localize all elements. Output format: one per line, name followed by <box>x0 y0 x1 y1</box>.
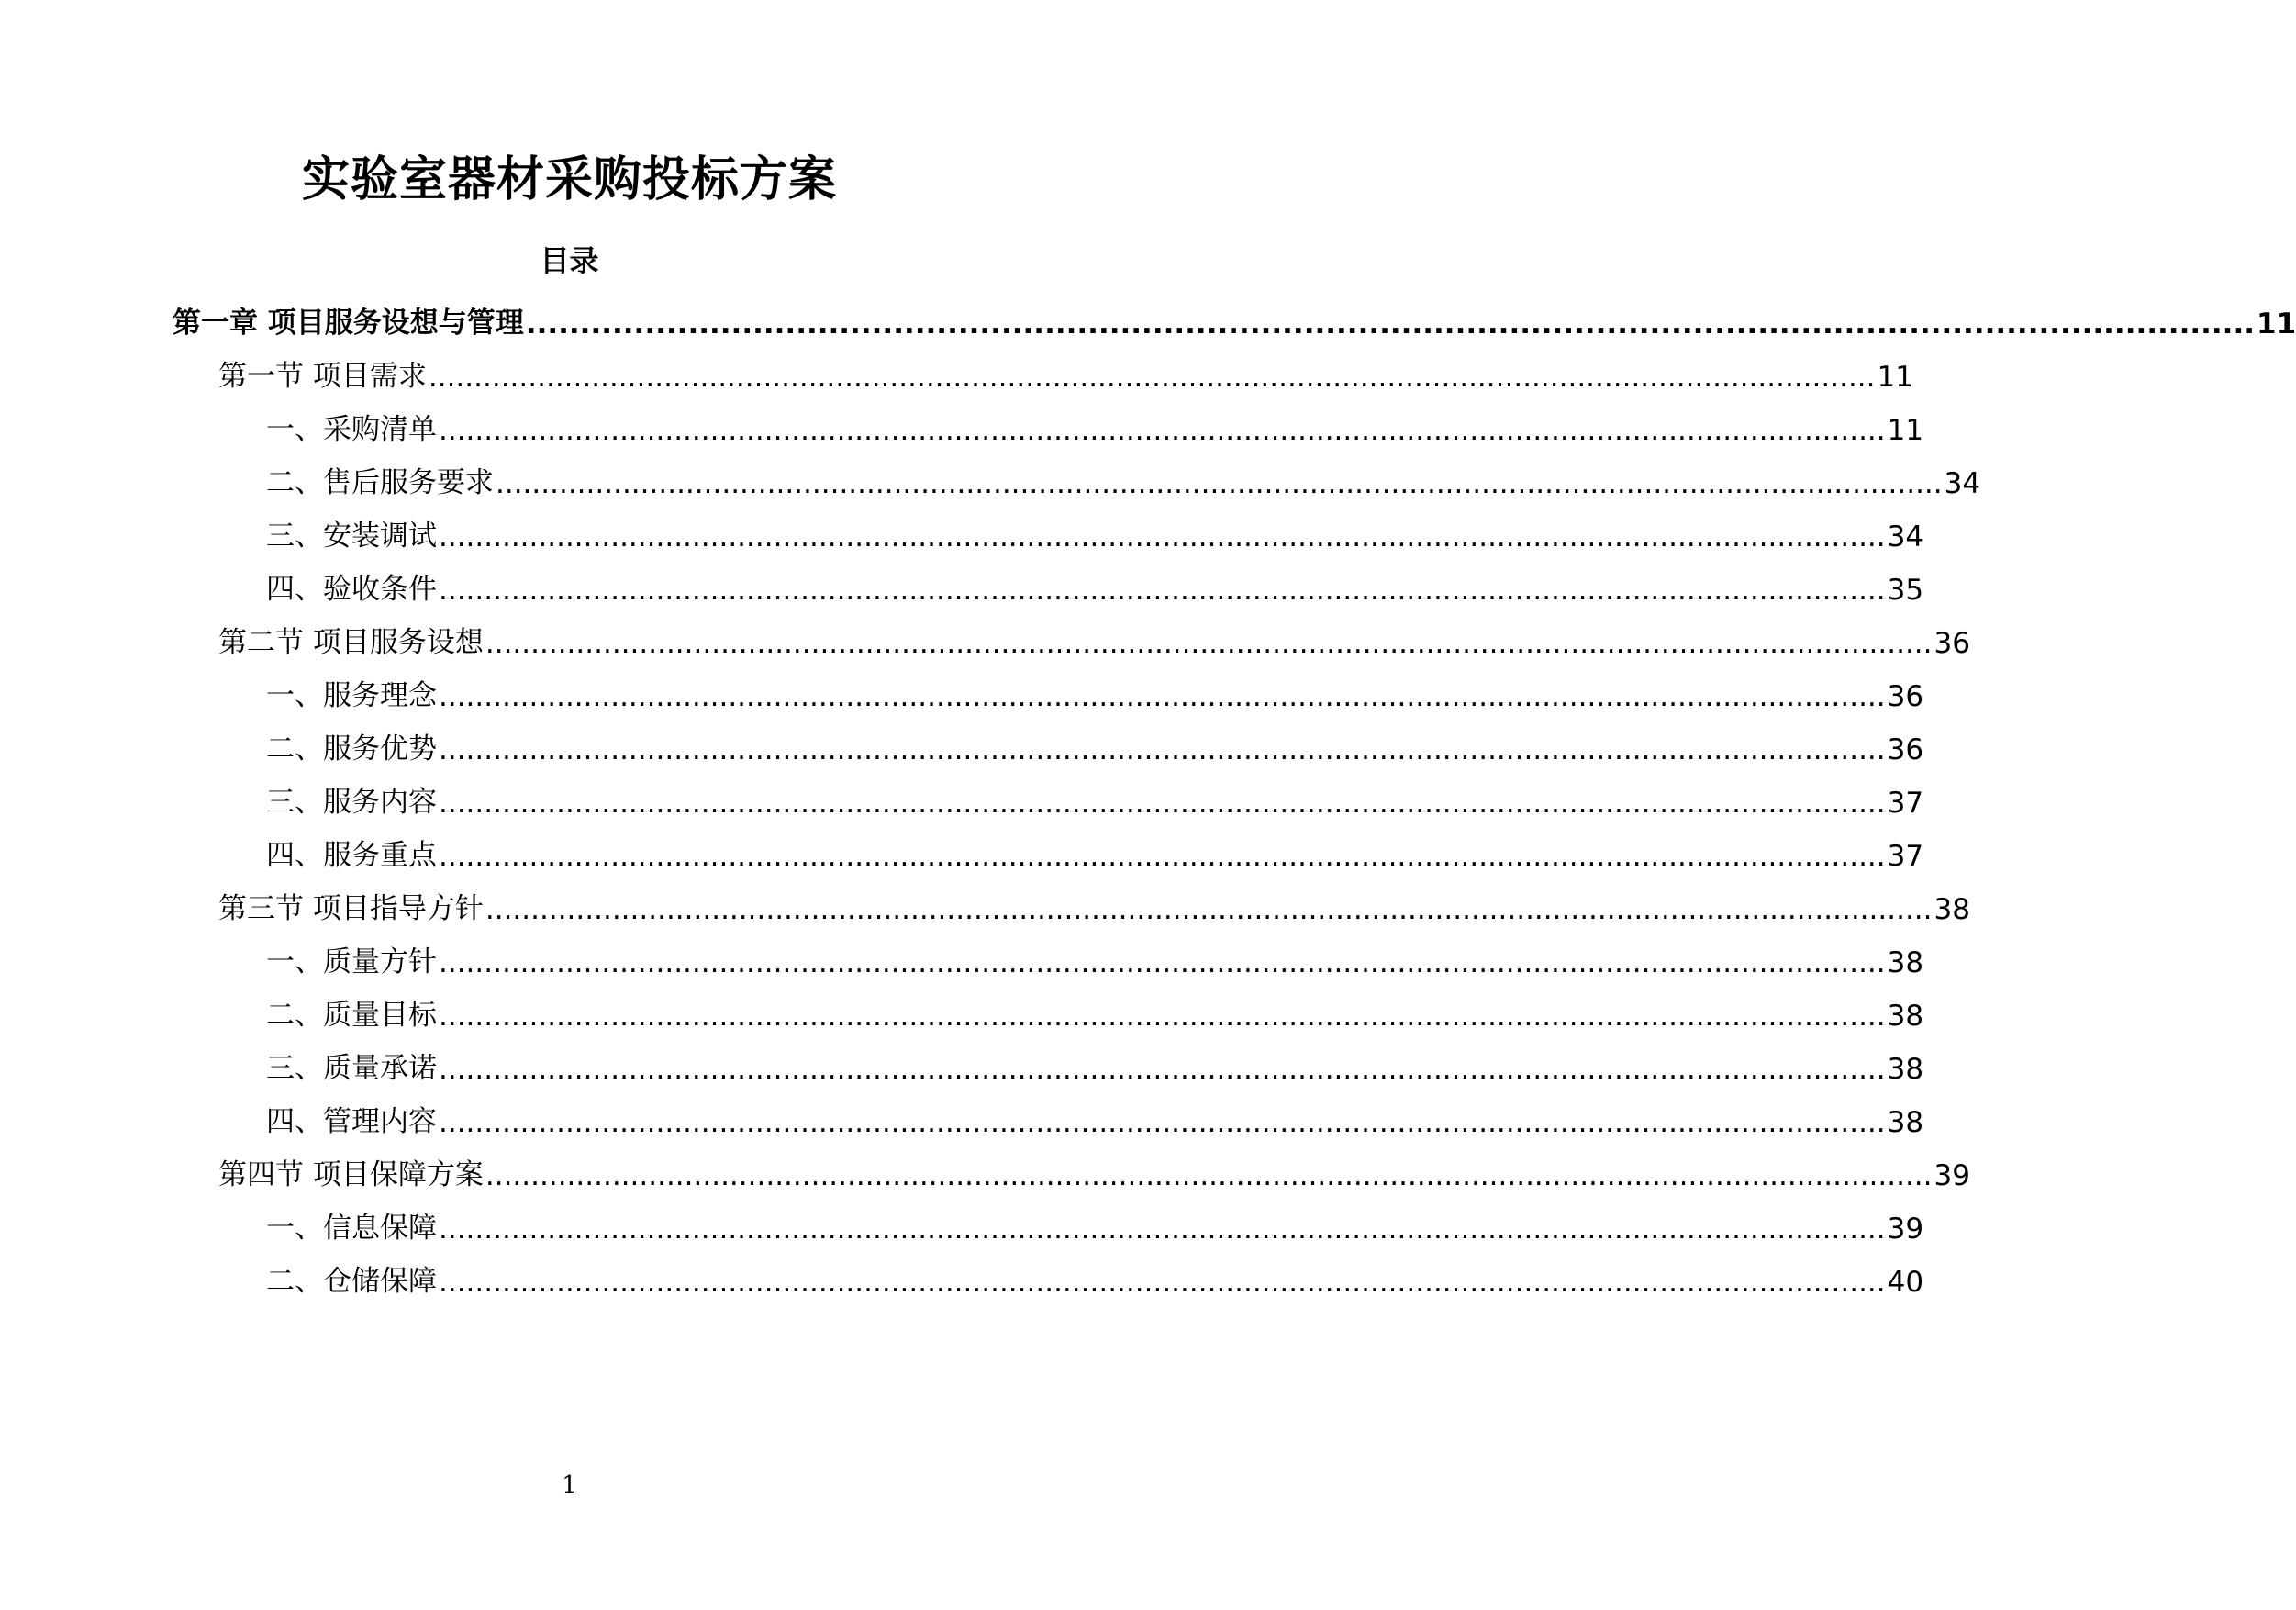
toc-leader-dots: ................................................................................................................................................................ <box>439 1213 1886 1246</box>
toc-entry-page: 38 <box>1934 893 1970 926</box>
toc-leader-dots: ................................................................................................................................................................ <box>439 787 1886 820</box>
toc-entry[interactable] <box>0 937 1924 979</box>
toc-entry-label: 一、采购清单 <box>266 413 437 446</box>
toc-entry-label: 一、信息保障 <box>266 1212 437 1245</box>
toc-leader-dots: ................................................................................................................................................................ <box>439 946 1886 979</box>
toc-entry-page: 38 <box>1887 1000 1924 1033</box>
toc-entry-label: 二、服务优势 <box>266 732 437 766</box>
toc-entry-page: 39 <box>1934 1159 1970 1192</box>
toc-leader-dots: ................................................................................................................................................................ <box>439 840 1886 873</box>
toc-entry[interactable] <box>0 618 1970 660</box>
toc-leader-dots: ................................................................................................................................................................ <box>439 1106 1886 1139</box>
toc-leader-dots: ................................................................................................................................................................ <box>485 893 1933 926</box>
toc-entry[interactable] <box>0 1203 1924 1246</box>
toc-entry-label: 二、仓储保障 <box>266 1265 437 1298</box>
toc-leader-dots: ................................................................................................................................................................ <box>496 467 1943 500</box>
toc-entry-label: 二、质量目标 <box>266 999 437 1032</box>
toc-entry-page: 11 <box>2257 307 2296 341</box>
toc-leader-dots: ................................................................................................................................................................ <box>439 680 1886 713</box>
toc-entry-page: 35 <box>1887 574 1924 607</box>
toc-entry-page: 36 <box>1934 627 1970 660</box>
toc-entry-label: 四、管理内容 <box>266 1105 437 1138</box>
toc-heading: 目录 <box>540 243 599 278</box>
toc-entry[interactable] <box>0 990 1924 1033</box>
toc-entry-page: 36 <box>1887 680 1924 713</box>
toc-leader-dots: ................................................................................................................................................................ <box>439 1053 1886 1086</box>
toc-entry-label: 三、服务内容 <box>266 786 437 819</box>
toc-entry-page: 34 <box>1887 520 1924 553</box>
toc-entry[interactable] <box>0 1044 1924 1086</box>
toc-entry[interactable] <box>0 511 1924 553</box>
toc-entry[interactable] <box>0 724 1924 766</box>
toc-leader-dots: ................................................................................................................................................................ <box>525 307 2256 341</box>
toc-entry-label: 二、售后服务要求 <box>266 466 494 499</box>
toc-entry-label: 三、质量承诺 <box>266 1052 437 1085</box>
toc-entry[interactable] <box>0 777 1924 820</box>
toc-entry-page: 36 <box>1887 733 1924 766</box>
toc-leader-dots: ................................................................................................................................................................ <box>439 574 1886 607</box>
toc-entry-page: 39 <box>1887 1213 1924 1246</box>
toc-entry[interactable] <box>0 1097 1924 1139</box>
page-number: 1 <box>562 1471 577 1499</box>
toc-entry-label: 一、质量方针 <box>266 945 437 978</box>
toc-leader-dots: ................................................................................................................................................................ <box>439 520 1886 553</box>
toc-entry[interactable] <box>0 1150 1970 1192</box>
toc-entry[interactable] <box>0 671 1924 713</box>
toc-leader-dots: ................................................................................................................................................................ <box>439 733 1886 766</box>
toc-entry[interactable] <box>0 884 1970 926</box>
toc-leader-dots: ................................................................................................................................................................ <box>428 361 1876 394</box>
toc-entry[interactable] <box>0 405 1924 447</box>
toc-entry[interactable] <box>0 458 1981 500</box>
toc-entry-label: 第三节 项目指导方针 <box>218 892 484 925</box>
toc-entry-page: 38 <box>1887 946 1924 979</box>
toc-entry[interactable] <box>0 298 2296 341</box>
toc-entry[interactable] <box>0 352 1913 394</box>
toc-entry-label: 三、安装调试 <box>266 520 437 553</box>
toc-entry-label: 第一章 项目服务设想与管理 <box>173 307 524 340</box>
toc-entry[interactable] <box>0 831 1924 873</box>
toc-entry[interactable] <box>0 565 1924 607</box>
toc-entry-page: 11 <box>1887 414 1924 447</box>
toc-entry-page: 37 <box>1887 787 1924 820</box>
toc-entry-page: 38 <box>1887 1053 1924 1086</box>
document-title: 实验室器材采购投标方案 <box>301 152 837 207</box>
toc-entry-label: 四、验收条件 <box>266 573 437 606</box>
toc-entry-page: 37 <box>1887 840 1924 873</box>
toc-leader-dots: ................................................................................................................................................................ <box>485 627 1933 660</box>
toc-leader-dots: ................................................................................................................................................................ <box>439 414 1886 447</box>
toc-leader-dots: ................................................................................................................................................................ <box>439 1266 1886 1299</box>
toc-entry-label: 第二节 项目服务设想 <box>218 626 484 659</box>
toc-entry-label: 第四节 项目保障方案 <box>218 1158 484 1191</box>
toc-leader-dots: ................................................................................................................................................................ <box>439 1000 1886 1033</box>
toc-entry-label: 第一节 项目需求 <box>218 360 427 393</box>
toc-entry-page: 38 <box>1887 1106 1924 1139</box>
toc-leader-dots: ................................................................................................................................................................ <box>485 1159 1933 1192</box>
toc-entry[interactable] <box>0 1257 1924 1299</box>
toc-entry-page: 40 <box>1887 1266 1924 1299</box>
toc-entry-label: 四、服务重点 <box>266 839 437 872</box>
toc-entry-label: 一、服务理念 <box>266 679 437 712</box>
toc-entry-page: 11 <box>1877 361 1913 394</box>
toc-entry-page: 34 <box>1944 467 1981 500</box>
